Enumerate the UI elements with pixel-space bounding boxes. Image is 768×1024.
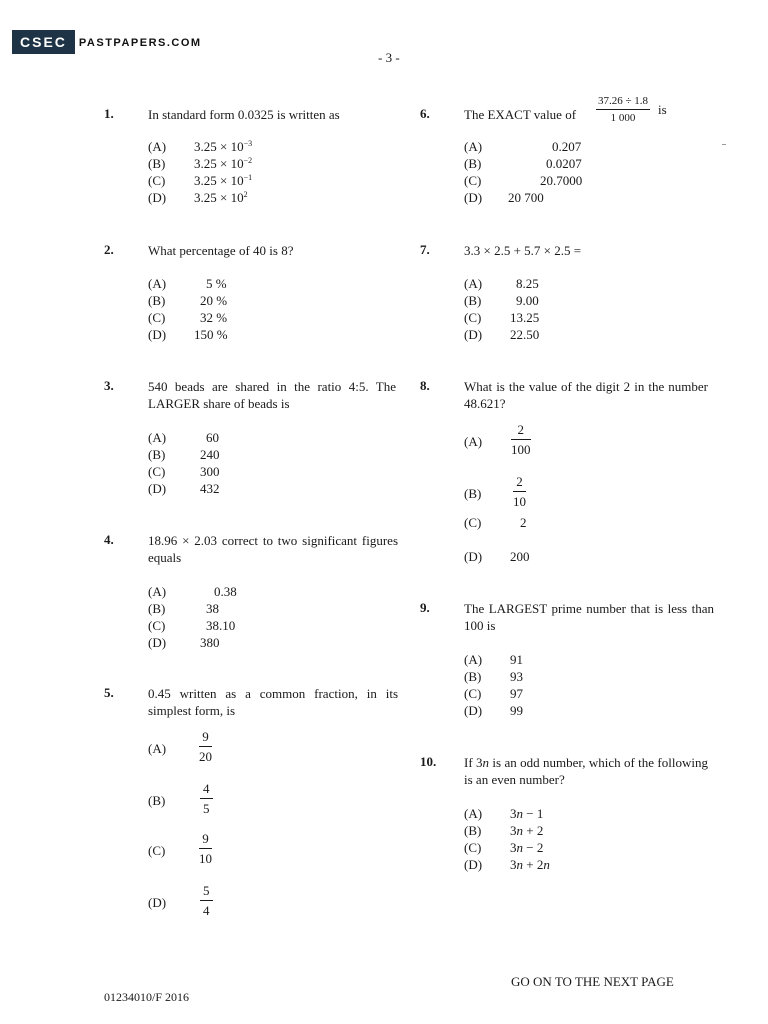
- option-a: [464, 805, 664, 822]
- option-c: [148, 172, 348, 189]
- option-b: [464, 155, 664, 172]
- option-label: (D): [464, 190, 483, 205]
- option-d: [148, 326, 348, 343]
- option-c: [148, 463, 348, 480]
- option-value: 13.25: [510, 310, 540, 325]
- question-number: 9.: [420, 600, 430, 615]
- question-stem: 18.96 × 2.03 correct to two significant figures equals: [148, 533, 398, 565]
- paper-code: 01234010/F 2016: [104, 990, 190, 1004]
- option-d: [148, 634, 348, 651]
- option-d: [464, 548, 664, 565]
- options: [464, 805, 664, 873]
- option-value: 5 %: [206, 276, 227, 291]
- option-label: (A): [464, 652, 483, 667]
- option-a: [148, 583, 348, 600]
- option-label: (C): [464, 173, 482, 188]
- option-label: (B): [148, 156, 166, 171]
- option-label: (B): [148, 293, 166, 308]
- option-label: (A): [464, 276, 483, 291]
- fraction: $\frac{9}{20}$: [199, 729, 212, 764]
- option-value: 20.7000: [540, 173, 583, 188]
- option-value: 91: [510, 652, 523, 667]
- option-a: [148, 275, 348, 292]
- option-label: (D): [148, 895, 167, 910]
- question-stem: What percentage of 40 is 8?: [148, 243, 294, 258]
- question-number: 1.: [104, 106, 114, 121]
- page-number: - 3 -: [378, 50, 400, 65]
- option-value: 380: [200, 635, 220, 650]
- option-value: 8.25: [516, 276, 539, 291]
- options: [148, 583, 348, 651]
- stem-fraction: $\frac{37.26 \div 1.8}{1 000}$: [598, 95, 649, 124]
- option-value: 22.50: [510, 327, 540, 342]
- option-label: (D): [148, 190, 167, 205]
- option-b: [148, 155, 348, 172]
- option-value: 97: [510, 686, 523, 701]
- option-a: [464, 275, 664, 292]
- option-value: 2: [520, 515, 527, 530]
- option-label: (C): [464, 840, 482, 855]
- option-a: [148, 429, 348, 446]
- options: [148, 275, 348, 343]
- question-number: 6.: [420, 106, 430, 121]
- question-number: 5.: [104, 685, 114, 700]
- option-label: (A): [464, 806, 483, 821]
- options: [464, 138, 664, 206]
- option-b: [148, 292, 348, 309]
- fraction: $\frac{2}{10}$: [513, 474, 526, 509]
- option-c: [464, 685, 664, 702]
- question-number: 7.: [420, 242, 430, 257]
- option-label: (D): [148, 635, 167, 650]
- option-value: 240: [200, 447, 220, 462]
- option-d: [464, 326, 664, 343]
- option-label: (C): [464, 686, 482, 701]
- options: [464, 651, 664, 719]
- option-a: [148, 729, 348, 769]
- option-b: [148, 446, 348, 463]
- question-stem: 540 beads are shared in the ratio 4:5. The LARGER share of beads is: [148, 379, 396, 411]
- question-number: 2.: [104, 242, 114, 257]
- question-stem: The LARGEST prime number that is less than 100 is: [464, 601, 714, 633]
- option-c: [148, 617, 348, 634]
- fraction: $\frac{5}{4}$: [200, 883, 213, 919]
- option-d: [464, 702, 664, 719]
- question-stem: 0.45 written as a common fraction, in its simplest form, is: [148, 686, 398, 718]
- option-d: [148, 883, 348, 923]
- option-label: (A): [148, 430, 167, 445]
- option-label: (A): [148, 139, 167, 154]
- fraction: $\frac{2}{100}$: [511, 422, 531, 457]
- option-label: (C): [148, 464, 166, 479]
- option-c: [148, 309, 348, 326]
- option-label: (D): [464, 857, 483, 872]
- option-label: (A): [148, 584, 167, 599]
- question-number: 10.: [420, 754, 437, 769]
- option-value: 60: [206, 430, 219, 445]
- question-number: 8.: [420, 378, 430, 393]
- option-value: 3n − 2: [510, 840, 544, 855]
- stem-after: is: [658, 102, 667, 117]
- option-value: 432: [200, 481, 220, 496]
- option-value: 20 700: [508, 190, 544, 205]
- option-d: [464, 189, 664, 206]
- option-value: 3n + 2: [510, 823, 544, 838]
- question-stem: If 3n is an odd number, which of the following is an even number?: [464, 755, 708, 787]
- option-value: 0.0207: [546, 156, 582, 171]
- option-label: (C): [464, 515, 482, 530]
- option-label: (D): [148, 481, 167, 496]
- option-value: $3.25 \times 10^{-3}$: [194, 139, 253, 154]
- csec-logo: [12, 30, 202, 54]
- option-label: (C): [148, 310, 166, 325]
- option-value: 93: [510, 669, 523, 684]
- option-label: (A): [464, 434, 483, 449]
- option-c: [464, 309, 664, 326]
- option-label: (D): [464, 703, 483, 718]
- fraction: $\frac{4}{5}$: [200, 781, 213, 817]
- question-stem: In standard form 0.0325 is written as: [148, 107, 340, 122]
- option-value: 150 %: [194, 327, 228, 342]
- question-stem: The EXACT value of: [464, 107, 577, 122]
- option-label: (B): [148, 793, 166, 808]
- option-b: [464, 822, 664, 839]
- option-label: (D): [464, 327, 483, 342]
- question-stem: 3.3 × 2.5 + 5.7 × 2.5 =: [464, 243, 582, 258]
- logo-text: PASTPAPERS.COM: [78, 37, 202, 49]
- option-label: (C): [464, 310, 482, 325]
- fraction: $\frac{9}{10}$: [199, 831, 212, 866]
- option-a: [148, 138, 348, 155]
- option-label: (A): [464, 139, 483, 154]
- option-value: 3n − 1: [510, 806, 544, 821]
- option-value: $3.25 \times 10^{-1}$: [194, 173, 253, 188]
- logo-box: CSEC: [12, 30, 75, 54]
- option-value: 0.38: [214, 584, 237, 599]
- option-label: (C): [148, 173, 166, 188]
- option-b: [464, 292, 664, 309]
- option-value: 38: [206, 601, 219, 616]
- option-value: 200: [510, 549, 530, 564]
- option-d: [148, 189, 348, 206]
- option-label: (B): [464, 156, 482, 171]
- option-value: $3.25 \times 10^{-2}$: [194, 156, 253, 171]
- option-b: [464, 474, 664, 514]
- option-label: (B): [148, 601, 166, 616]
- option-b: [464, 668, 664, 685]
- option-value: 9.00: [516, 293, 539, 308]
- option-b: [148, 600, 348, 617]
- options: [464, 275, 664, 343]
- options: [148, 429, 348, 497]
- question-stem: What is the value of the digit 2 in the number 48.621?: [464, 379, 708, 411]
- question-number: 4.: [104, 532, 114, 547]
- option-label: (A): [148, 741, 167, 756]
- options: [148, 138, 348, 206]
- option-label: (C): [148, 843, 166, 858]
- option-label: (C): [148, 618, 166, 633]
- question-number: 3.: [104, 378, 114, 393]
- option-label: (D): [148, 327, 167, 342]
- option-a: [464, 422, 664, 462]
- option-label: (B): [464, 486, 482, 501]
- option-label: (D): [464, 549, 483, 564]
- option-c: [148, 831, 348, 871]
- option-label: (A): [148, 276, 167, 291]
- option-label: (B): [464, 293, 482, 308]
- option-label: (B): [464, 823, 482, 838]
- question-8: [420, 378, 720, 568]
- option-a: [464, 138, 664, 155]
- option-c: [464, 839, 664, 856]
- option-d: [148, 480, 348, 497]
- option-value: 20 %: [200, 293, 228, 308]
- option-label: (B): [464, 669, 482, 684]
- option-c: [464, 172, 664, 189]
- option-b: [148, 781, 348, 821]
- question-5: [104, 685, 404, 925]
- option-value: $3.25 \times 10^2$: [194, 190, 248, 205]
- option-c: [464, 514, 664, 531]
- option-value: 38.10: [206, 618, 236, 633]
- option-value: 300: [200, 464, 220, 479]
- option-a: [464, 651, 664, 668]
- option-label: (B): [148, 447, 166, 462]
- option-value: 3n + 2n: [510, 857, 550, 872]
- option-value: 0.207: [552, 139, 582, 154]
- next-page-note: GO ON TO THE NEXT PAGE: [511, 974, 674, 989]
- option-value: 32 %: [200, 310, 228, 325]
- option-d: [464, 856, 664, 873]
- scan-mark: [722, 144, 726, 145]
- option-value: 99: [510, 703, 523, 718]
